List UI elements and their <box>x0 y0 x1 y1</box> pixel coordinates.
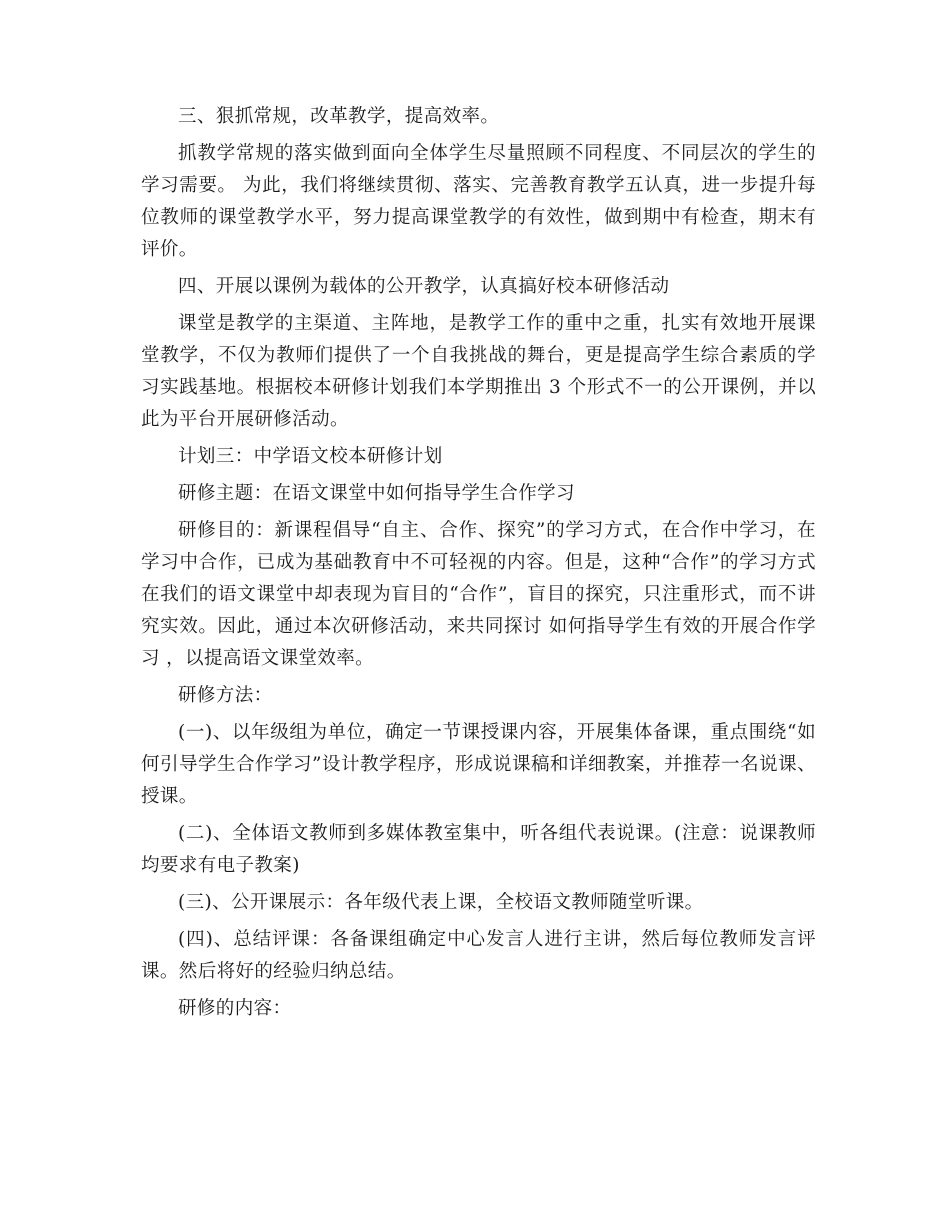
paragraph-section-4-heading: 四、开展以课例为载体的公开教学，认真搞好校本研修活动 <box>178 276 670 297</box>
paragraph-research-theme: 研修主题：在语文课堂中如何指导学生合作学习 <box>178 483 575 504</box>
paragraph-classroom: 课堂是教学的主渠道、主阵地，是教学工作的重中之重，扎实有效地开展课堂教学，不仅为教师们提供了一个自我挑战的舞台，更是提高学生综合素质的学习实践基地。根据校本研修计划我们本学期推出 3 个形式不一的公开课例，并以此为平台开展研修活动。 <box>141 313 816 430</box>
paragraph-research-method-heading: 研修方法： <box>178 685 273 706</box>
paragraph-research-purpose: 研修目的：新课程倡导“自主、合作、探究”的学习方式，在合作中学习，在学习中合作，已成为基础教育中不可轻视的内容。但是，这种“合作”的学习方式在我们的语文课堂中却表现为盲目的“合作”，盲目的探究，只注重形式，而不讲究实效。因此，通过本次研修活动，来共同探讨 如何指导学生有效的开展合作学习 ，以提高语文课堂效率。 <box>141 520 816 669</box>
paragraph-research-content-heading: 研修的内容： <box>178 998 292 1019</box>
paragraph-method-3: (三)、公开课展示：各年级代表上课，全校语文教师随堂听课。 <box>178 892 704 913</box>
paragraph-method-1: (一)、以年级组为单位，确定一节课授课内容，开展集体备课，重点围绕“如何引导学生合作学习”设计教学程序，形成说课稿和详细教案，并推荐一名说课、授课。 <box>141 722 816 807</box>
paragraph-method-2: (二)、全体语文教师到多媒体教室集中，听各组代表说课。(注意：说课教师均要求有电子教案) <box>141 823 816 876</box>
paragraph-teaching-routine: 抓教学常规的落实做到面向全体学生尽量照顾不同程度、不同层次的学生的学习需要。 为此，我们将继续贯彻、落实、完善教育教学五认真，进一步提升每位教师的课堂教学水平，努力提高课堂教学的有效性，做到期中有检查，期末有评价。 <box>141 143 816 260</box>
paragraph-method-4: (四)、总结评课：各备课组确定中心发言人进行主讲，然后每位教师发言评课。然后将好的经验归纳总结。 <box>141 929 816 982</box>
paragraph-plan-3-title: 计划三：中学语文校本研修计划 <box>178 446 443 467</box>
document-body <box>141 101 816 1025</box>
paragraph-section-3-heading: 三、狠抓常规，改革教学，提高效率。 <box>178 106 500 127</box>
